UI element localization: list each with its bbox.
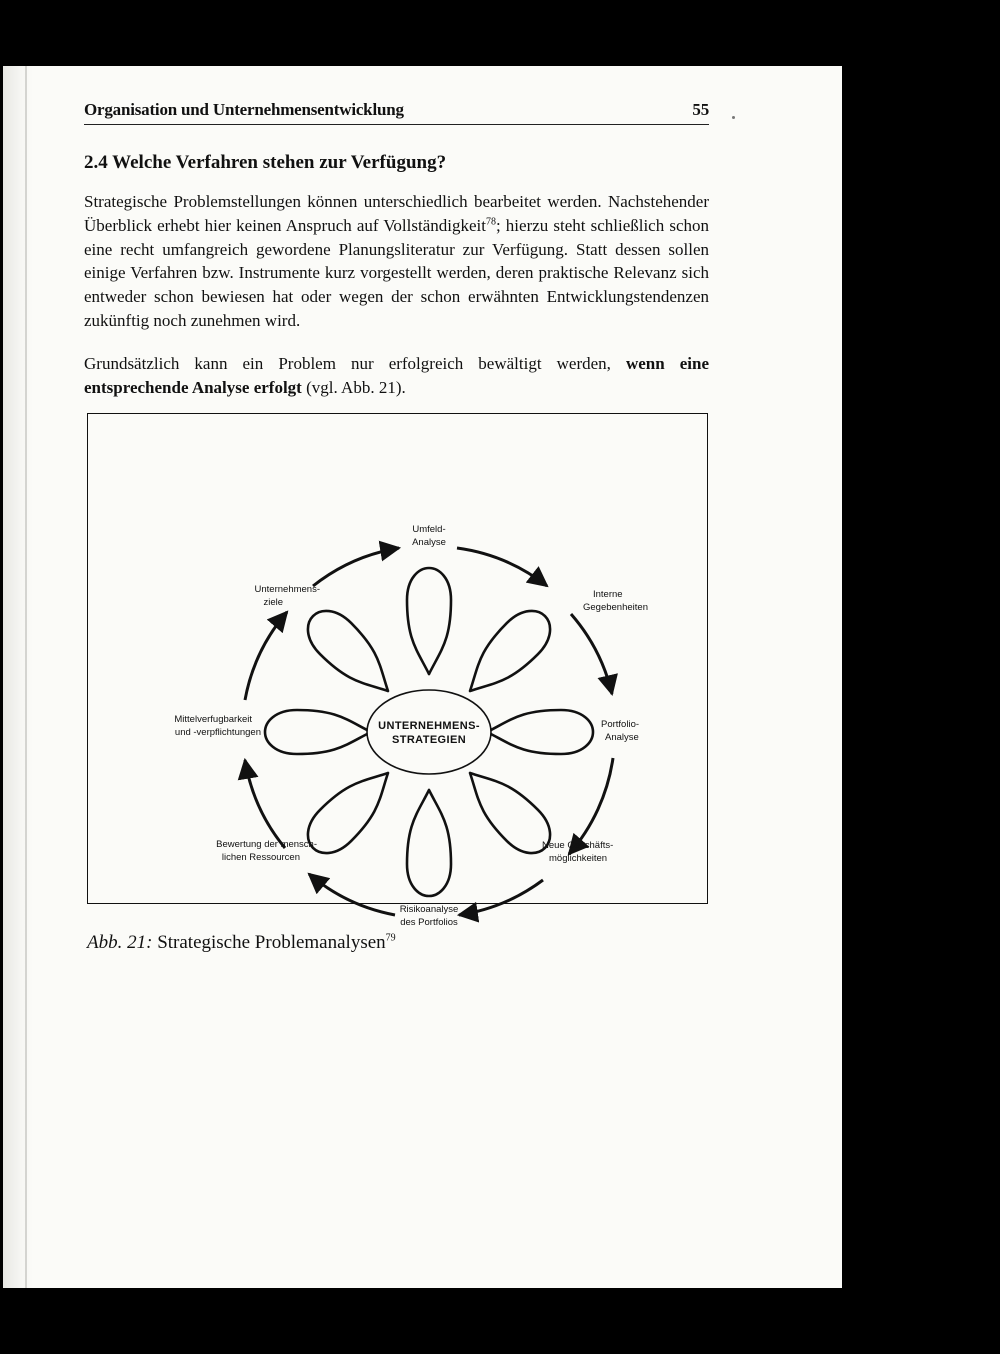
label-umfeld (412, 524, 446, 548)
arrow-umfeld-interne (457, 548, 547, 586)
petal-umfeld (407, 568, 451, 674)
arrow-mittel-ziele (245, 612, 287, 700)
label-mittel-line2: und -verpflichtungen (174, 727, 261, 738)
petal-portfolio (487, 710, 593, 754)
caption-text: Strategische Problemanalysen (152, 932, 386, 953)
label-interne-line2: Gegebenheiten (583, 602, 648, 613)
center-ellipse (367, 690, 491, 774)
label-bewertung (216, 839, 317, 863)
label-umfeld-line1: Umfeld- (412, 524, 446, 535)
petal-risiko (407, 790, 451, 896)
figure-box (87, 413, 708, 928)
petal-mittel (265, 710, 371, 754)
arrow-bewertung-mittel (245, 760, 285, 848)
petal-interne (454, 600, 560, 706)
footnote-ref-79: 79 (385, 932, 396, 944)
arrow-ziele-umfeld (313, 548, 399, 586)
label-interne (583, 589, 648, 613)
paragraph-1-text-a: Strategische Problemstellungen können unterschiedlich bearbeitet werden. Nachstehender Überblick erhebt hier keinen Anspruch auf Vollständigkeit (84, 192, 709, 235)
label-ziele (255, 584, 320, 608)
strategy-diagram (88, 414, 709, 928)
figure-caption (87, 932, 396, 954)
arrow-interne-portfolio (571, 614, 612, 694)
print-speck (732, 116, 735, 119)
center-label-line1: UNTERNEHMENS- (378, 720, 480, 732)
paragraph-1-text-b: ; hierzu steht schließlich schon eine recht umfangreich gewordene Planungsliteratur zur Verfügung. Statt dessen sollen einige Verfahren bzw. Instrumente kurz vorgestellt werden, deren praktische Relevanz sich entweder schon bewiesen hat oder wegen der schon erwähnten Entwicklungstendenzen zukünftig noch zunehmen wird. (84, 215, 709, 330)
label-interne-line1: Interne (593, 589, 623, 600)
petal-ziele (297, 600, 403, 706)
label-neue-line1: Neue Geschäfts- (542, 840, 614, 851)
label-risiko-line2: des Portfolios (400, 917, 458, 928)
page-number: 55 (692, 100, 709, 119)
label-neue-line2: möglichkeiten (549, 853, 608, 864)
running-head-title: Organisation und Unternehmensentwicklung (84, 100, 404, 119)
caption-prefix: Abb. 21: (87, 932, 153, 953)
label-ziele-line2: ziele (263, 597, 283, 608)
paragraph-2 (84, 352, 709, 400)
footnote-ref-78: 78 (485, 216, 496, 228)
running-head (84, 100, 709, 120)
page-spine-shadow (3, 66, 33, 1288)
label-risiko-line1: Risikoanalyse (399, 904, 459, 915)
label-umfeld-line2: Analyse (412, 537, 446, 548)
label-mittel (174, 714, 261, 738)
label-bewertung-line1: Bewertung der mensch- (216, 839, 317, 850)
label-mittel-line1: Mittelverfugbarkeit (174, 714, 252, 725)
label-portfolio (601, 719, 639, 743)
center-label-line2: STRATEGIEN (391, 734, 467, 746)
section-heading: 2.4 Welche Verfahren stehen zur Verfügung? (84, 152, 447, 173)
paragraph-2-bold: wenn eine entsprechende Analyse erfolgt (84, 354, 710, 397)
paragraph-2-text-b: (vgl. Abb. 21). (301, 377, 406, 397)
label-bewertung-line2: lichen Ressourcen (221, 852, 300, 863)
header-rule (84, 124, 709, 125)
label-neue (542, 840, 613, 864)
paragraph-2-text-a: Grundsätzlich kann ein Problem nur erfolgreich bewältigt werden, (84, 354, 626, 373)
paragraph-1 (84, 190, 709, 333)
label-portfolio-line2: Analyse (605, 732, 639, 743)
label-portfolio-line1: Portfolio- (601, 719, 640, 730)
label-ziele-line1: Unternehmens- (254, 584, 320, 595)
